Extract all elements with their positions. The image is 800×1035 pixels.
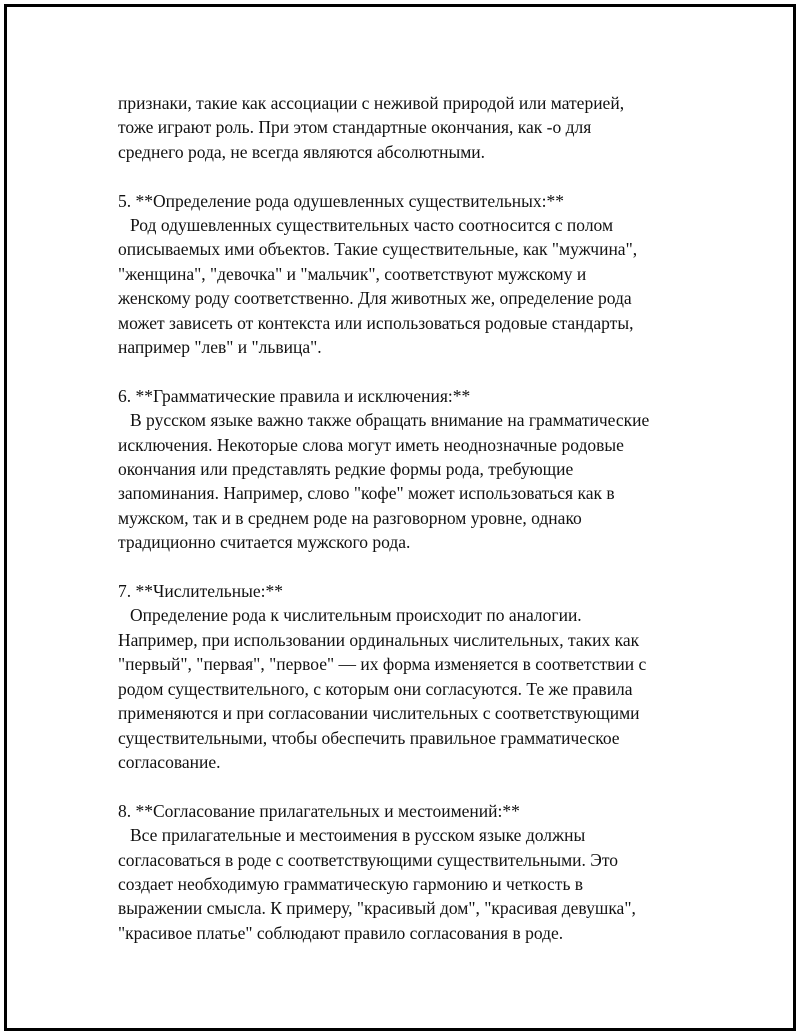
text-line: признаки, такие как ассоциации с неживой природой или материей, <box>118 93 625 113</box>
text-line: родом существительного, с которым они согласуются. Те же правила <box>118 678 633 699</box>
section-8 <box>118 799 738 945</box>
text-line: "первый", "первая", "первое" — их форма изменяется в соответствии с <box>118 654 647 675</box>
text-line: согласование. <box>118 751 221 772</box>
text-line: например "лев" и "львица". <box>118 337 322 358</box>
text-line: среднего рода, не всегда являются абсолютными. <box>118 141 486 162</box>
paragraph-gap <box>118 555 738 579</box>
paragraph-gap <box>118 164 738 188</box>
section-5 <box>118 189 738 360</box>
section-heading: 8. **Согласование прилагательных и местоимений:** <box>118 800 520 821</box>
section-heading: 5. **Определение рода одушевленных существительных:** <box>118 190 565 211</box>
text-line: применяются и при согласовании числительных с соответствующими <box>118 703 640 724</box>
text-line: традиционно считается мужского рода. <box>118 532 411 553</box>
text-line: запоминания. Например, слово "кофе" может использоваться как в <box>118 483 615 504</box>
intro-paragraph <box>118 91 738 164</box>
text-line: выражении смысла. К примеру, "красивый дом", "красивая девушка", <box>118 898 636 919</box>
text-line: окончания или представлять редкие формы рода, требующие <box>118 459 574 480</box>
text-line: "красивое платье" соблюдают правило согласования в роде. <box>118 922 564 943</box>
text-line: женскому роду соответственно. Для животных же, определение рода <box>118 288 632 309</box>
document-body <box>118 91 738 945</box>
text-line: Определение рода к числительным происходит по аналогии. <box>130 605 582 626</box>
text-line: описываемых ими объектов. Такие существительные, как "мужчина", <box>118 239 638 260</box>
text-line: тоже играют роль. При этом стандартные окончания, как -о для <box>118 117 592 138</box>
text-line: может зависеть от контекста или использоваться родовые стандарты, <box>118 312 634 333</box>
section-heading: 6. **Грамматические правила и исключения:** <box>118 385 471 406</box>
text-line: В русском языке важно также обращать внимание на грамматические <box>130 410 650 431</box>
text-line: согласоваться в роде с соответствующими существительными. Это <box>118 849 619 870</box>
text-line: мужском, так и в среднем роде на разговорном уровне, однако <box>118 507 582 528</box>
text-line: создает необходимую грамматическую гармонию и четкость в <box>118 873 584 894</box>
paragraph-gap <box>118 359 738 383</box>
text-line: существительными, чтобы обеспечить правильное грамматическое <box>118 727 620 748</box>
paragraph-gap <box>118 774 738 798</box>
text-line: "женщина", "девочка" и "мальчик", соответствуют мужскому и <box>118 263 587 284</box>
text-line: исключения. Некоторые слова могут иметь неоднозначные родовые <box>118 434 624 455</box>
text-line: Род одушевленных существительных часто соотносится с полом <box>130 215 614 236</box>
text-line: Например, при использовании ординальных числительных, таких как <box>118 629 640 650</box>
section-6 <box>118 384 738 555</box>
section-7 <box>118 579 738 774</box>
text-line: Все прилагательные и местоимения в русском языке должны <box>130 825 586 846</box>
section-heading: 7. **Числительные:** <box>118 581 283 602</box>
